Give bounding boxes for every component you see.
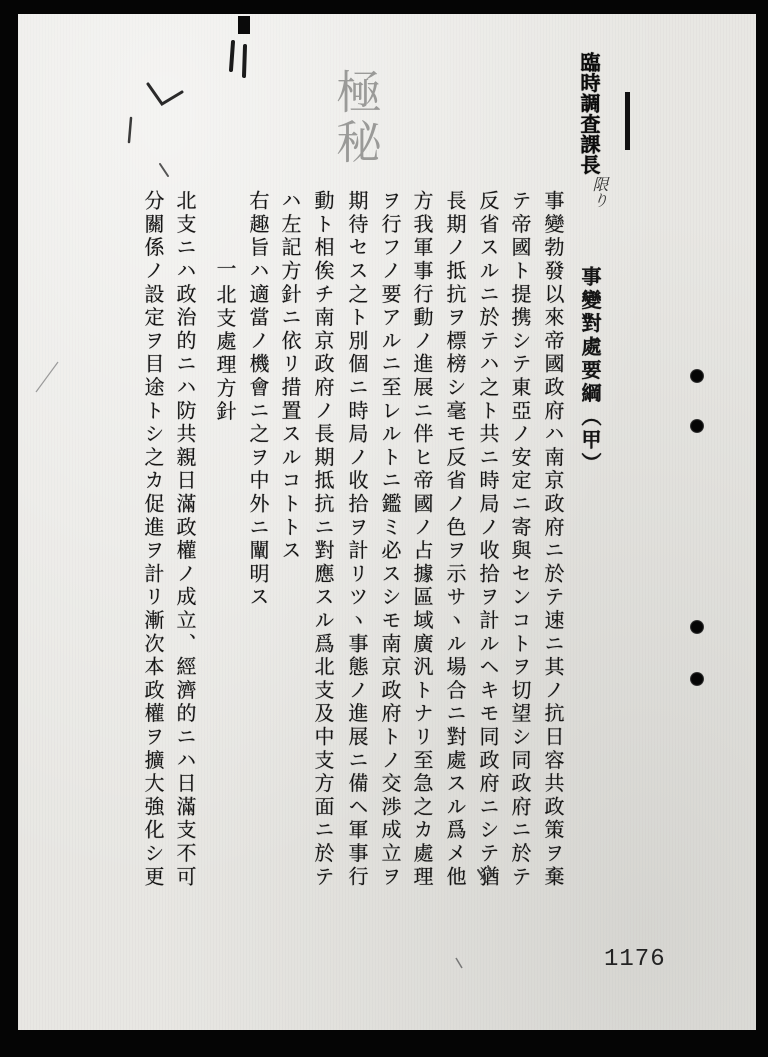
text-column: 反省スルニ於テハ之ト共ニ時局ノ收拾ヲ計ルヘキモ同政府ニシテ猶: [476, 190, 500, 889]
section-heading: 北支處理方針: [213, 284, 237, 424]
text-column: 動ト相俟チ南京政府ノ長期抵抗ニ對應スル爲北支及中支方面ニ於テ: [311, 190, 335, 889]
handwritten-note: 限り: [590, 176, 609, 208]
document-title: 事變對處要綱（甲）: [578, 266, 602, 476]
punch-hole: [690, 620, 704, 634]
section-text-column: 北支ニハ政治的ニハ防共親日滿政權ノ成立、經濟的ニハ日滿支不可: [173, 190, 197, 889]
text-column: ヲ行フノ要アルニ至レルトニ鑑ミ必スシモ南京政府トノ交渉成立ヲ: [378, 190, 402, 889]
text-column: 長期ノ抵抗ヲ標榜シ毫モ反省ノ色ヲ示サヽル場合ニ對處スル爲メ他: [443, 190, 467, 889]
punch-hole: [690, 672, 704, 686]
secret-stamp: 極秘: [329, 68, 383, 168]
text-column: テ帝國ト提携シテ東亞ノ安定ニ寄與センコトヲ切望シ同政府ニ於テ: [508, 190, 532, 889]
declaration-column: 右趣旨ハ適當ノ機會ニ之ヲ中外ニ闡明ス: [246, 190, 270, 610]
text-column: ハ左記方針ニ依リ措置スルコトトス: [278, 190, 302, 563]
page-number: 1176: [604, 946, 666, 973]
section-text-column: 分關係ノ設定ヲ目途トシ之カ促進ヲ計リ漸次本政權ヲ擴大強化シ更: [141, 190, 165, 889]
text-column: 方我軍事行動ノ進展ニ伴ヒ帝國ノ占據區域廣汎トナリ至急之カ處理: [410, 190, 434, 889]
text-column: 期待セス之ト別個ニ時局ノ收拾ヲ計リツヽ事態ノ進展ニ備ヘ軍事行: [345, 190, 369, 889]
section-number: 一: [213, 258, 237, 282]
punch-hole: [690, 419, 704, 433]
section-chief-stamp: 臨時調査課長: [577, 52, 601, 175]
punch-hole: [690, 369, 704, 383]
text-column: 事變勃發以來帝國政府ハ南京政府ニ於テ速ニ其ノ抗日容共政策ヲ棄: [541, 190, 565, 889]
